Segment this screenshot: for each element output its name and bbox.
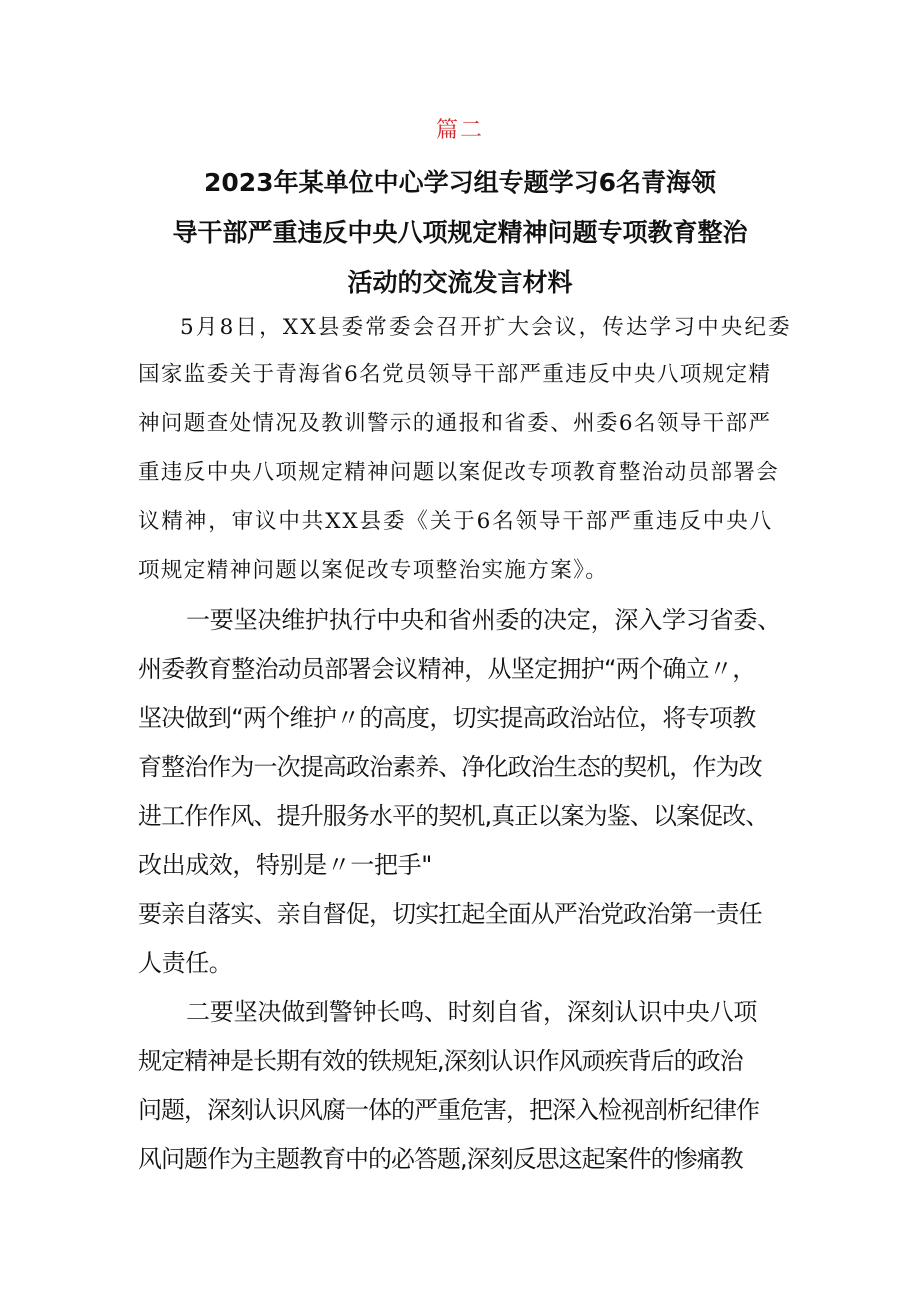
paragraph-3-line: 二要坚决做到警钟长鸣、时刻自省，深刻认识中央八项 xyxy=(186,998,758,1026)
paragraph-2-line: 人责任。 xyxy=(138,949,233,977)
section-label: 篇二 xyxy=(435,118,484,143)
paragraph-3-line: 规定精神是长期有效的铁规矩,深刻认识作风顽疾背后的政治 xyxy=(138,1047,743,1075)
paragraph-1-line: 神问题查处情况及教训警示的通报和省委、州委6名领导干部严 xyxy=(138,411,772,436)
paragraph-1-line: 国家监委关于青海省6名党员领导干部严重违反中央八项规定精 xyxy=(138,362,772,387)
paragraph-2-line: 坚决做到“两个维护〃的高度，切实提高政治站位，将专项教 xyxy=(138,704,756,732)
title-line-2: 导干部严重违反中央八项规定精神问题专项教育整治 xyxy=(172,218,748,247)
paragraph-2-line: 进工作作风、提升服务水平的契机,真正以案为鉴、以案促改、 xyxy=(138,802,769,830)
paragraph-1-line: 5月8日，XX县委常委会召开扩大会议，传达学习中央纪委 xyxy=(180,315,792,340)
paragraph-2-line: 一要坚决维护执行中央和省州委的决定，深入学习省委、 xyxy=(186,606,781,634)
paragraph-2-line: 改出成效，特别是〃一把手" xyxy=(138,851,432,879)
paragraph-3-line: 问题，深刻认识风腐一体的严重危害，把深入检视剖析纪律作 xyxy=(138,1096,759,1124)
paragraph-2-line: 州委教育整治动员部署会议精神，从坚定拥护“两个确立〃， xyxy=(138,655,756,683)
paragraph-1-line: 项规定精神问题以案促改专项整治实施方案》。 xyxy=(138,558,609,583)
paragraph-1-line: 重违反中央八项规定精神问题以案促改专项教育整治动员部署会 xyxy=(138,460,780,485)
title-line-1: 2023年某单位中心学习组专题学习6名青海领 xyxy=(204,168,716,197)
paragraph-1-line: 议精神，审议中共XX县委《关于6名领导干部严重违反中央八 xyxy=(138,509,773,534)
paragraph-3-line: 风问题作为主题教育中的必答题,深刻反思这起案件的惨痛教 xyxy=(138,1145,743,1173)
paragraph-2-line: 育整治作为一次提高政治素养、净化政治生态的契机，作为改 xyxy=(138,753,762,781)
paragraph-2-line: 要亲自落实、亲自督促，切实扛起全面从严治党政治第一责任 xyxy=(138,900,762,928)
title-line-3: 活动的交流发言材料 xyxy=(347,268,573,297)
